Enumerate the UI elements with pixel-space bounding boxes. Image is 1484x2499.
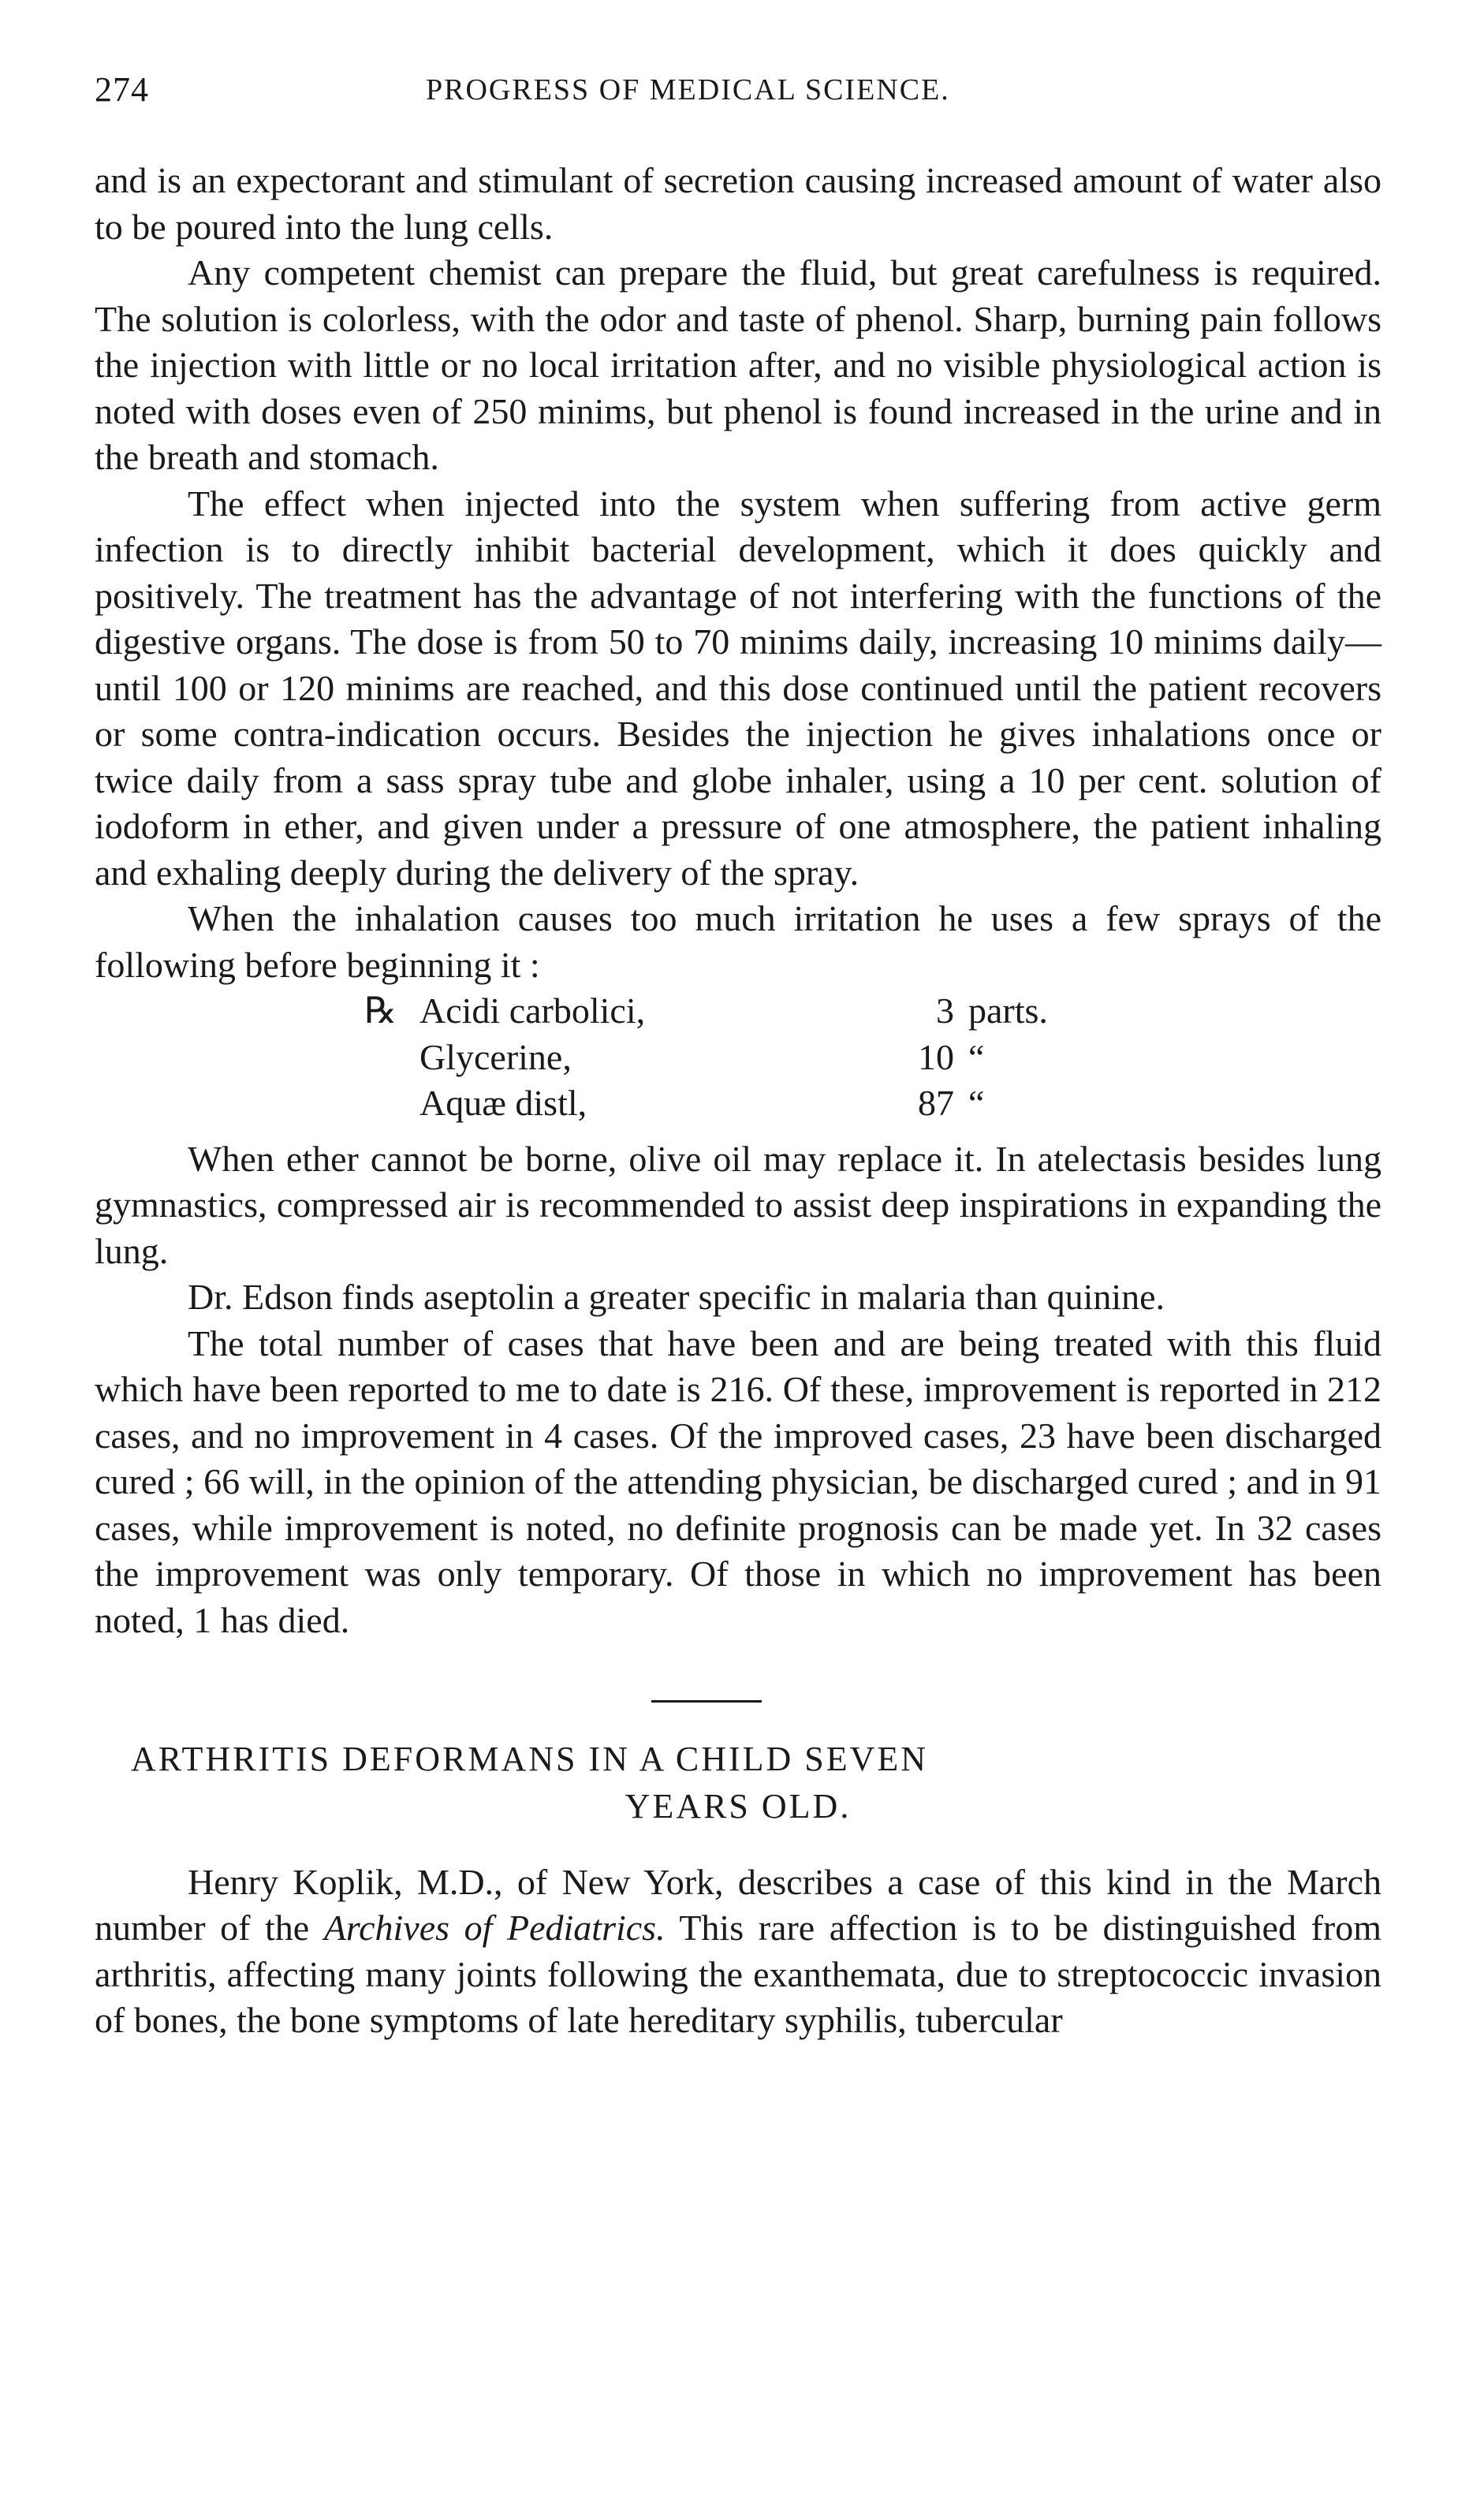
page-number: 274 (95, 70, 149, 109)
article-body (95, 158, 1381, 2044)
prescription-amount: 10 (918, 1036, 954, 1077)
prescription-amount: 3 (936, 990, 954, 1031)
prescription (95, 988, 1381, 1127)
journal-title: Archives of Pediatrics. (323, 1908, 666, 1949)
prescription-ingredient: Aquæ distl, (419, 1083, 587, 1123)
paragraph: When the inhalation causes too much irritation he uses a few sprays of the following before beginning it : (95, 898, 1381, 985)
section-heading (95, 1736, 1381, 1830)
prescription-ingredient: Acidi carbolici, (419, 990, 646, 1031)
paragraph: Dr. Edson finds aseptolin a greater specific in malaria than quinine. (188, 1277, 1165, 1317)
section-divider (651, 1700, 762, 1703)
section-text: This rare affection is to be distinguished from arthritis, affecting many joints following the exanthemata, due to streptococcic invasion of bones, the bone symptoms of late hereditary syphilis, tubercular (95, 1908, 1381, 2041)
paragraph: When ether cannot be borne, olive oil may replace it. In atelectasis besides lung gymnastics, compressed air is recommended to assist deep inspirations in expanding the lung. (95, 1138, 1381, 1271)
section-paragraph (95, 1859, 1381, 2044)
rx-symbol: ℞ (364, 990, 397, 1031)
running-header (95, 69, 1381, 114)
paragraph: The total number of cases that have been and are being treated with this fluid which have been reported to me to date is 216. Of these, improvement is reported in 212 cases, and no improvement in 4 cases. Of the improved cases, 23 have been discharged cured ; 66 will, in the opinion of the attending physician, be discharged cured ; and in 91 cases, while improvement is noted, no definite prognosis can be made yet. In 32 cases the improvement was only temporary. Of those in which no improvement has been noted, 1 has died. (95, 1322, 1381, 1640)
document-page (95, 69, 1381, 2044)
prescription-row (95, 988, 1381, 1035)
prescription-unit: “ (968, 1083, 985, 1123)
running-title: PROGRESS OF MEDICAL SCIENCE. (426, 73, 950, 106)
paragraph: Any competent chemist can prepare the fluid, but great carefulness is required. The solution is colorless, with the odor and taste of phenol. Sharp, burning pain follows the injection with little or no local irritation after, and no visible physiological action is noted with doses even of 250 minims, but phenol is found increased in the urine and in the breath and stomach. (95, 252, 1381, 477)
section-heading-line: ARTHRITIS DEFORMANS IN A CHILD SEVEN (131, 1740, 929, 1778)
prescription-amount: 87 (918, 1083, 954, 1123)
prescription-unit: “ (968, 1036, 985, 1077)
prescription-ingredient: Glycerine, (419, 1036, 572, 1077)
prescription-row (95, 1080, 1381, 1127)
section-heading-line: YEARS OLD. (625, 1787, 852, 1826)
paragraph-continuation: and is an expectorant and stimulant of secretion causing increased amount of water also to be poured into the lung cells. (95, 160, 1381, 247)
prescription-unit: parts. (968, 990, 1048, 1031)
paragraph: The effect when injected into the system when suffering from active germ infection is to directly inhibit bacterial development, which it does quickly and positively. The treatment has the advantage of not interfering with the functions of the digestive organs. The dose is from 50 to 70 minims daily, increasing 10 minims daily—until 100 or 120 minims are reached, and this dose continued until the patient recovers or some contra-indication occurs. Besides the injection he gives inhalations once or twice daily from a sass spray tube and globe inhaler, using a 10 per cent. solution of iodoform in ether, and given under a pressure of one atmosphere, the patient inhaling and exhaling deeply during the delivery of the spray. (95, 483, 1381, 893)
prescription-row (95, 1035, 1381, 1081)
section-text: Henry Koplik, M.D., of New York, describes a case of this kind in the March number of the (95, 1861, 1381, 1949)
